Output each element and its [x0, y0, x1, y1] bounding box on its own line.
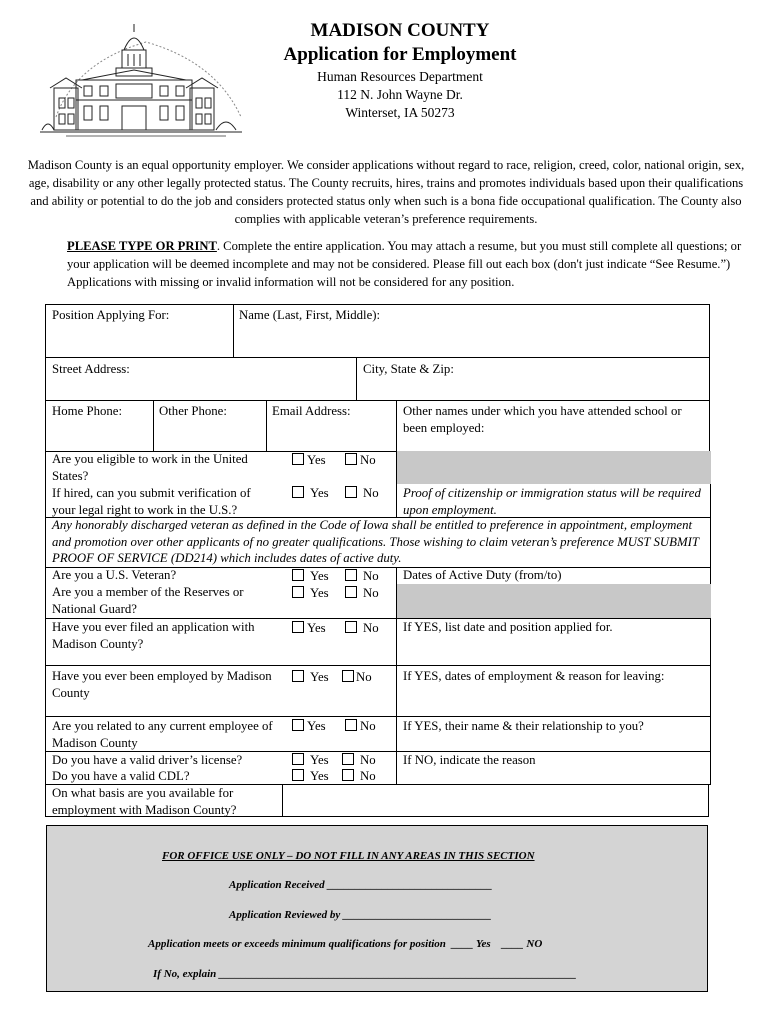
filed-yes-label: Yes: [307, 621, 326, 635]
license-followup: If NO, indicate the reason: [403, 753, 536, 767]
street-line: 112 N. John Wayne Dr.: [337, 87, 463, 102]
shaded-cell: [396, 451, 711, 484]
active-duty-label: Dates of Active Duty (from/to): [403, 568, 562, 582]
instructions-lead: PLEASE TYPE OR PRINT: [67, 239, 217, 253]
office-heading: FOR OFFICE USE ONLY – DO NOT FILL IN ANY AREAS IN THIS SECTION: [162, 850, 535, 862]
proof-note: Proof of citizenship or immigration status will be required upon employment.: [403, 486, 701, 517]
verification-yes-label: Yes: [310, 486, 329, 500]
cdl-question: Do you have a valid CDL?: [52, 769, 190, 783]
reserves-no-checkbox[interactable]: [345, 586, 357, 598]
related-no-label: No: [360, 719, 376, 733]
cdl-yes-checkbox[interactable]: [292, 769, 304, 781]
reserves-yes-checkbox[interactable]: [292, 586, 304, 598]
verification-question: If hired, can you submit verification of your legal right to work in the U.S.?: [52, 486, 251, 517]
related-no-checkbox[interactable]: [345, 719, 357, 731]
eeo-statement: Madison County is an equal opportunity employer. We consider applications without regard to race, religion, creed, color, national origin, sex, age, disability or any other legally protected status. The County recruits, hires, trains and promotes individuals based upon their qualifications and ability or potential to do the job and considers protected status only when such is a bona fide occupational qualification. The County also complies with applicable veteran’s preference requirements.: [27, 158, 745, 226]
cdl-no-label: No: [360, 769, 376, 783]
city-state-zip-label: City, State & Zip:: [363, 362, 454, 376]
veteran-question: Are you a U.S. Veteran?: [52, 568, 177, 582]
related-question: Are you related to any current employee of Madison County: [52, 719, 273, 750]
related-yes-checkbox[interactable]: [292, 719, 304, 731]
email-label: Email Address:: [272, 404, 351, 418]
reserves-yes-label: Yes: [310, 586, 329, 600]
filed-followup: If YES, list date and position applied for.: [403, 620, 613, 634]
office-use-section: [46, 825, 708, 992]
veteran-yes-label: Yes: [310, 569, 329, 583]
reserves-no-label: No: [363, 586, 379, 600]
employed-yes-checkbox[interactable]: [292, 670, 304, 682]
employed-yes-label: Yes: [310, 670, 329, 684]
verification-no-checkbox[interactable]: [345, 486, 357, 498]
other-names-label: Other names under which you have attended school or been employed:: [403, 404, 682, 435]
veteran-no-checkbox[interactable]: [345, 569, 357, 581]
employed-followup: If YES, dates of employment & reason for leaving:: [403, 669, 665, 683]
cdl-yes-label: Yes: [310, 769, 329, 783]
filed-yes-checkbox[interactable]: [292, 621, 304, 633]
filed-question: Have you ever filed an application with Madison County?: [52, 620, 255, 651]
license-no-label: No: [360, 753, 376, 767]
license-no-checkbox[interactable]: [342, 753, 354, 765]
eligible-yes-checkbox[interactable]: [292, 453, 304, 465]
veteran-no-label: No: [363, 569, 379, 583]
office-received: Application Received ______________________________: [229, 879, 493, 891]
county-title: MADISON COUNTY: [310, 20, 490, 41]
reserves-question: Are you a member of the Reserves or National Guard?: [52, 585, 244, 616]
office-reviewed: Application Reviewed by ___________________________: [229, 909, 492, 921]
instructions-text: . Complete the entire application. You may attach a resume, but you must still complete all questions; or your application will be deemed incomplete and may not be considered. Please fill out each box (don't just indicate “See Resume.”) Applications with missing or invalid information will not be considered for any position.: [67, 239, 742, 289]
other-phone-label: Other Phone:: [159, 404, 227, 418]
form-title: Application for Employment: [283, 44, 517, 65]
street-label: Street Address:: [52, 362, 130, 376]
address-block: [240, 68, 560, 122]
eligible-question: Are you eligible to work in the United States?: [52, 452, 248, 483]
department: Human Resources Department: [317, 69, 483, 84]
office-qualifications: Application meets or exceeds minimum qualifications for position ____ Yes ____ NO: [148, 938, 543, 950]
office-explain: If No, explain _________________________________________________________________: [153, 968, 577, 980]
eligible-no-label: No: [360, 453, 376, 467]
related-yes-label: Yes: [307, 719, 326, 733]
name-label: Name (Last, First, Middle):: [239, 308, 381, 322]
employed-no-checkbox[interactable]: [342, 670, 354, 682]
filed-no-checkbox[interactable]: [345, 621, 357, 633]
shaded-cell: [396, 584, 711, 619]
verification-no-label: No: [363, 486, 379, 500]
courthouse-illustration: [36, 22, 256, 142]
employed-question: Have you ever been employed by Madison County: [52, 669, 272, 700]
instructions: [67, 237, 747, 291]
cdl-no-checkbox[interactable]: [342, 769, 354, 781]
veteran-yes-checkbox[interactable]: [292, 569, 304, 581]
city-line: Winterset, IA 50273: [345, 105, 455, 120]
veteran-preference-note: Any honorably discharged veteran as defined in the Code of Iowa shall be entitled to preference in appointment, employment and promotion over other applicants of no greater qualifications. Those wishing to claim veteran’s preference MUST SUBMIT PROOF OF SERVICE (DD214) which includes dates of active duty.: [52, 518, 699, 565]
related-followup: If YES, their name & their relationship to you?: [403, 719, 644, 733]
position-label: Position Applying For:: [52, 308, 170, 322]
filed-no-label: No: [363, 621, 379, 635]
eligible-no-checkbox[interactable]: [345, 453, 357, 465]
license-yes-checkbox[interactable]: [292, 753, 304, 765]
verification-yes-checkbox[interactable]: [292, 486, 304, 498]
license-yes-label: Yes: [310, 753, 329, 767]
employed-no-label: No: [356, 670, 372, 684]
eligible-yes-label: Yes: [307, 453, 326, 467]
home-phone-label: Home Phone:: [52, 404, 123, 418]
availability-question: On what basis are you available for employment with Madison County?: [52, 786, 237, 817]
license-question: Do you have a valid driver’s license?: [52, 753, 243, 767]
